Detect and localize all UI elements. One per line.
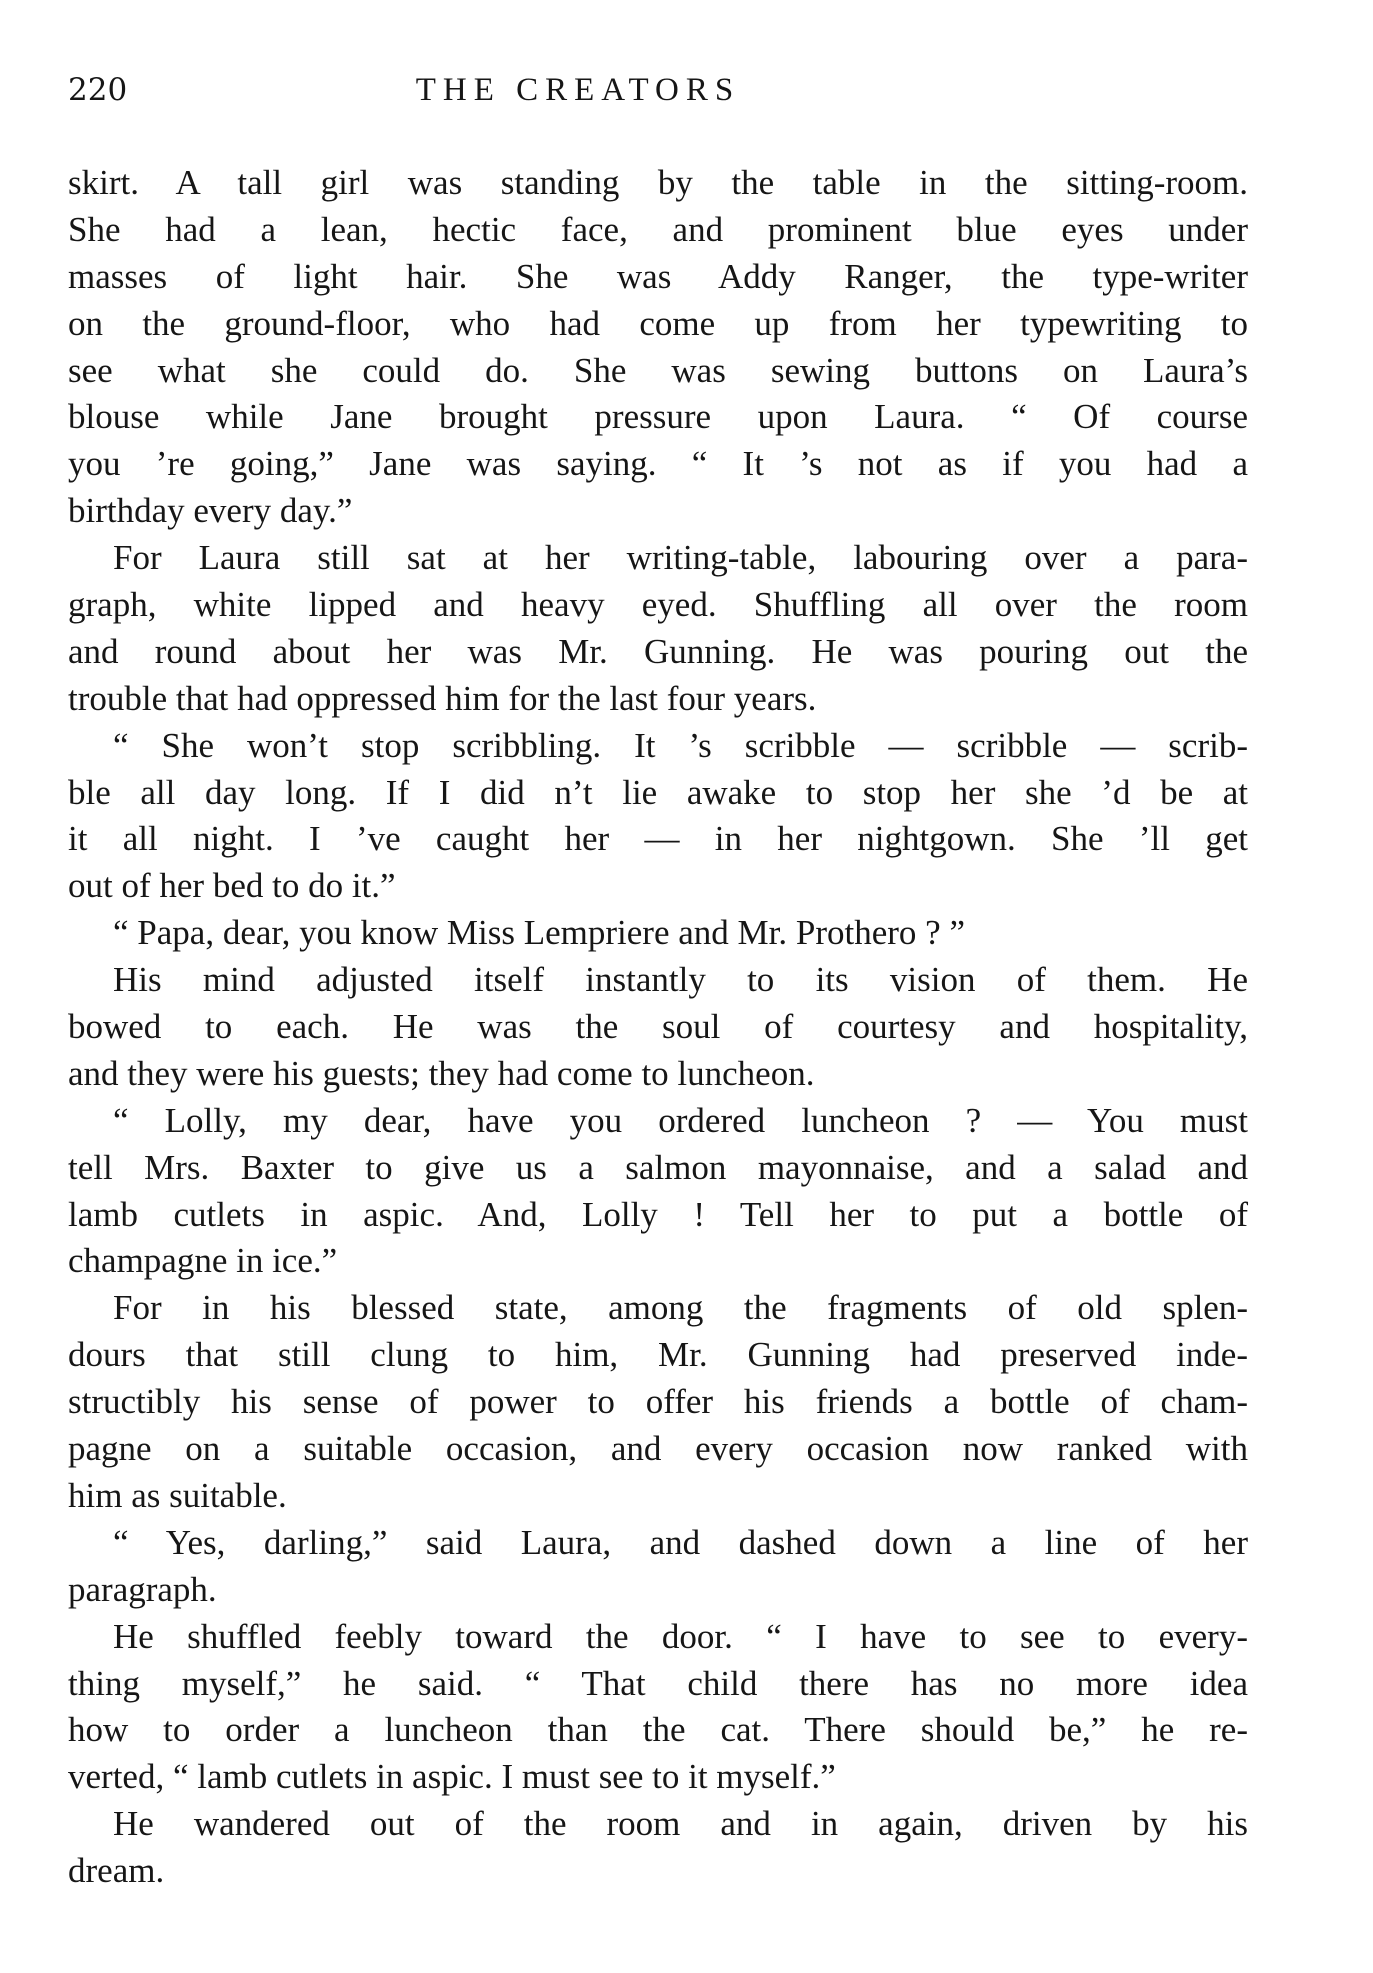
text-line: trouble that had oppressed him for the last four years. xyxy=(68,678,817,718)
text-line: structibly his sense of power to offer his friends a bottle of cham- xyxy=(68,1382,1248,1422)
running-title: THE CREATORS xyxy=(415,72,741,108)
text-line: how to order a luncheon than the cat. There should be,” he re- xyxy=(68,1710,1248,1750)
text-line: ble all day long. If I did n’t lie awake to stop her she ’d be at xyxy=(68,772,1248,812)
text-line: pagne on a suitable occasion, and every occasion now ranked with xyxy=(68,1429,1248,1469)
text-line: lamb cutlets in aspic. And, Lolly ! Tell her to put a bottle of xyxy=(68,1194,1248,1234)
text-line: For Laura still sat at her writing-table, labouring over a para- xyxy=(113,538,1248,578)
text-line: on the ground-floor, who had come up from her typewriting to xyxy=(68,303,1248,343)
text-line: For in his blessed state, among the fragments of old splen- xyxy=(113,1288,1248,1328)
text-line: skirt. A tall girl was standing by the table in the sitting-room. xyxy=(68,163,1248,202)
text-line: He shuffled feebly toward the door. “ I have to see to every- xyxy=(113,1616,1248,1656)
text-line: birthday every day.” xyxy=(68,491,353,531)
text-line: masses of light hair. She was Addy Ranger, the type-writer xyxy=(68,256,1248,296)
text-line: him as suitable. xyxy=(68,1475,287,1515)
text-line: see what she could do. She was sewing buttons on Laura’s xyxy=(68,350,1248,390)
text-line: “ Yes, darling,” said Laura, and dashed down a line of her xyxy=(113,1522,1248,1562)
text-line: verted, “ lamb cutlets in aspic. I must see to it myself.” xyxy=(68,1757,836,1797)
text-line: and round about her was Mr. Gunning. He was pouring out the xyxy=(68,631,1248,671)
text-line: He wandered out of the room and in again, driven by his xyxy=(113,1804,1248,1844)
text-line: champagne in ice.” xyxy=(68,1241,338,1281)
text-line: dours that still clung to him, Mr. Gunning had preserved inde- xyxy=(68,1335,1248,1375)
text-line: graph, white lipped and heavy eyed. Shuffling all over the room xyxy=(68,585,1248,625)
text-line: dream. xyxy=(68,1851,165,1891)
text-line: She had a lean, hectic face, and prominent blue eyes under xyxy=(68,209,1248,249)
text-line: tell Mrs. Baxter to give us a salmon mayonnaise, and a salad and xyxy=(68,1147,1248,1187)
text-line: “ She won’t stop scribbling. It ’s scribble — scribble — scrib- xyxy=(113,725,1248,765)
running-head xyxy=(68,72,1248,120)
text-line: “ Lolly, my dear, have you ordered luncheon ? — You must xyxy=(113,1100,1248,1140)
body-text xyxy=(68,160,1248,1895)
text-line: thing myself,” he said. “ That child there has no more idea xyxy=(68,1663,1248,1703)
text-line: it all night. I ’ve caught her — in her nightgown. She ’ll get xyxy=(68,819,1248,859)
text-line: out of her bed to do it.” xyxy=(68,866,396,906)
text-line: bowed to each. He was the soul of courtesy and hospitality, xyxy=(68,1007,1248,1047)
text-line: paragraph. xyxy=(68,1569,217,1609)
text-line: His mind adjusted itself instantly to its vision of them. He xyxy=(113,960,1248,1000)
text-line: blouse while Jane brought pressure upon Laura. “ Of course xyxy=(68,397,1248,437)
page-number: 220 xyxy=(68,72,128,108)
text-line: and they were his guests; they had come to luncheon. xyxy=(68,1053,815,1093)
text-line: you ’re going,” Jane was saying. “ It ’s not as if you had a xyxy=(68,444,1248,484)
text-line: “ Papa, dear, you know Miss Lempriere and Mr. Prothero ? ” xyxy=(113,913,965,953)
